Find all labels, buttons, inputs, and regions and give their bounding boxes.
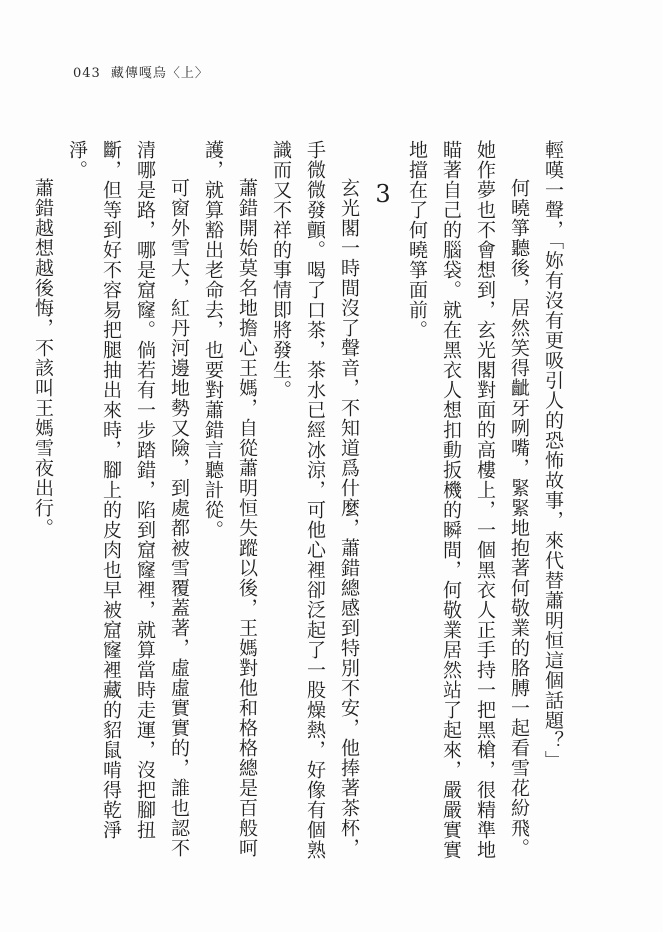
vertical-text-body <box>32 140 570 860</box>
paragraph-4: 蕭錯開始莫名地擔心王媽，自從蕭明恒失蹤以後，王媽對他和格格總是百般呵護，就算豁出老命去，也要對蕭錯言聽計從。 <box>202 140 258 858</box>
running-header <box>73 62 209 81</box>
paragraph-6: 蕭錯越想越後悔，不該叫王媽雪夜出行。 <box>32 178 54 538</box>
paragraph-3: 玄光閣一時間沒了聲音，不知道爲什麼，蕭錯總感到特別不安，他捧著茶杯，手微微發顫。喝了口茶，茶水已經冰涼，可他心裡卻泛起了一股燥熱，好像有個熟識而又不祥的事情即將發生。 <box>270 140 360 860</box>
page-number: 043 <box>73 66 101 81</box>
paragraph-5: 可窗外雪大，紅丹河邊地勢又險，到處都被雪覆蓋著，虛虛實實的，誰也認不清哪是路，哪是窟窿。倘若有一步踏錯，陷到窟窿裡，就算當時走運，沒把腳扭斷，但等到好不容易把腿抽出來時，腳上的皮肉也早被窟窿裡藏的貂鼠啃得乾淨淨。 <box>66 140 190 858</box>
book-title: 藏傳嘎烏〈上〉 <box>110 66 209 81</box>
paragraph-1: 輕嘆一聲，「妳有沒有更吸引人的恐怖故事，來代替蕭明恒這個話題？」 <box>542 140 564 771</box>
section-number: 3 <box>369 180 397 209</box>
paragraph-2: 何曉箏聽後，居然笑得齜牙咧嘴，緊緊地抱著何敬業的胳膊一起看雪花紛飛。她作夢也不會想到，玄光閣對面的高樓上，一個黑衣人正手持一把黑槍，很精準地瞄著自己的腦袋。就在黑衣人想扣動扳機的瞬間，何敬業居然站了起來，嚴嚴實實地擋在了何曉箏面前。 <box>406 140 530 860</box>
